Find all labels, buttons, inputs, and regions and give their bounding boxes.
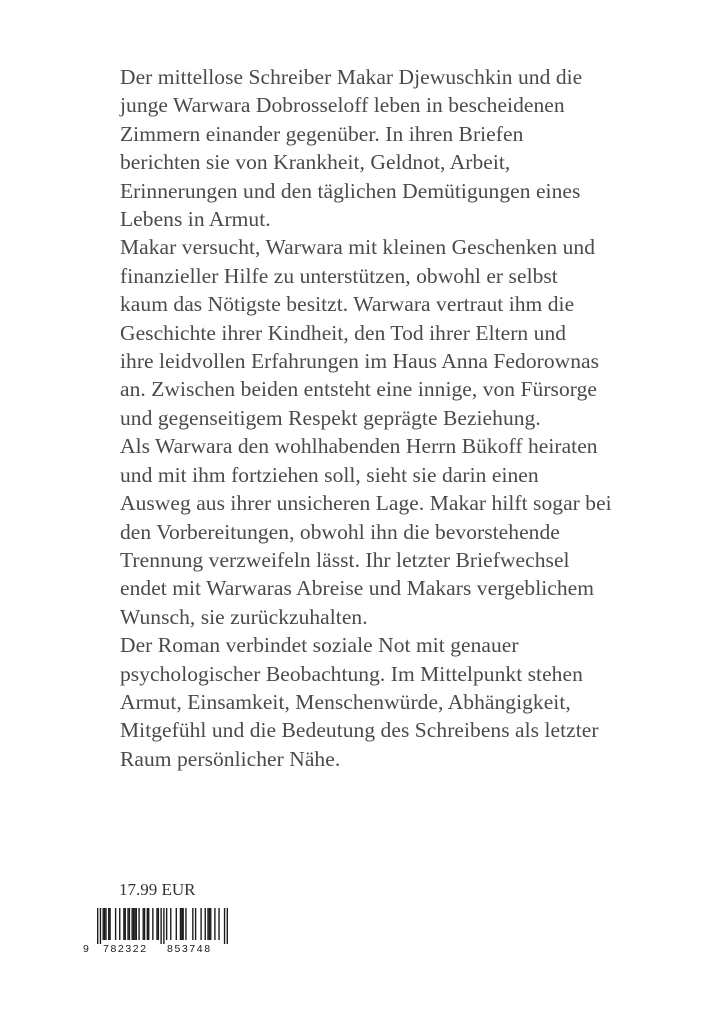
barcode-bar [134,908,135,940]
barcode-bar [170,908,171,940]
barcode-bar [103,908,104,940]
barcode-bar [200,908,201,940]
barcode-bar [127,908,128,940]
barcode-bar [209,908,210,940]
barcode-bar [182,908,183,940]
barcode-digits-right: 853748 [167,943,212,954]
barcode-digit-lead: 9 [83,943,89,954]
barcode-bar [143,908,144,940]
blurb-line: Zimmern einander gegenüber. In ihren Briefen [120,121,524,146]
blurb-line: an. Zwischen beiden entsteht eine innige, von Fürsorge [120,377,597,402]
barcode-bar [181,908,182,940]
barcode-bar [104,908,105,940]
barcode-bar [176,908,177,940]
blurb-line: Raum persönlicher Nähe. [120,746,341,771]
barcode-bar [152,908,153,940]
barcode-bar [156,908,157,940]
blurb-line: den Vorbereitungen, obwohl ihn die bevorstehende [120,519,560,544]
barcode-bar [136,908,137,940]
barcode-digits-left: 782322 [103,943,148,954]
barcode-bar [109,908,110,940]
barcode-bar [138,908,139,940]
blurb-line: Trennung verzweifeln lässt. Ihr letzter Briefwechsel [120,547,570,572]
blurb-text [120,63,690,773]
barcode-bar [144,908,145,940]
barcode-bar [119,908,120,940]
barcode-bar [108,908,109,940]
barcode-bar [180,908,181,940]
blurb-line: psychologischer Beobachtung. Im Mittelpunkt stehen [120,661,583,686]
barcode-bar [97,908,98,944]
blurb-line: berichten sie von Krankheit, Geldnot, Arbeit, [120,150,511,175]
barcode-bar [160,908,161,944]
barcode-bar [218,908,219,940]
barcode-bar [131,908,132,940]
barcode-bar [125,908,126,940]
blurb-line: endet mit Warwaras Abreise und Makars vergeblichem [120,576,595,601]
blurb-line: Lebens in Armut. [120,207,271,232]
barcode-bar [163,908,164,944]
blurb-line: Mitgefühl und die Bedeutung des Schreibens als letzter [120,718,599,743]
blurb-line: Ausweg aus ihrer unsicheren Lage. Makar hilft sogar bei [120,491,612,516]
blurb-line: Armut, Einsamkeit, Menschenwürde, Abhängigkeit, [120,689,571,714]
blurb-line: kaum das Nötigste besitzt. Warwara vertraut ihm die [120,292,575,317]
blurb-line: finanzieller Hilfe zu unterstützen, obwohl er selbst [120,263,558,288]
barcode-bar [123,908,124,940]
barcode-bar [207,908,208,940]
barcode-bar [129,908,130,940]
barcode-bar [166,908,167,940]
blurb-line: junge Warwara Dobrosseloff leben in bescheidenen [120,93,565,118]
price-label: 17.99 EUR [119,880,196,899]
barcode-bar [147,908,148,940]
blurb-line: und mit ihm fortziehen soll, sieht sie darin einen [120,462,539,487]
blurb-line: Als Warwara den wohlhabenden Herrn Bükoff heiraten [120,434,598,459]
barcode-bar [205,908,206,940]
barcode-bar [115,908,116,940]
blurb-line: Makar versucht, Warwara mit kleinen Geschenken und [120,235,595,260]
barcode-bar [192,908,193,940]
barcode-bar [158,908,159,940]
blurb-line: Der mittellose Schreiber Makar Djewuschkin und die [120,65,583,89]
isbn-barcode [83,908,229,954]
blurb-line: Erinnerungen und den täglichen Demütigungen eines [120,178,581,203]
barcode-bar [195,908,196,940]
barcode-bar [210,908,211,940]
barcode-bar [100,908,101,944]
barcode-bar [224,908,225,944]
barcode-graphic [83,908,229,954]
barcode-bars [97,908,228,944]
barcode-bar [105,908,106,940]
barcode-bar [185,908,186,940]
blurb-line: Geschichte ihrer Kindheit, den Tod ihrer Eltern und [120,320,567,345]
blurb-line: Der Roman verbindet soziale Not mit genauer [120,633,519,658]
blurb-line: ihre leidvollen Erfahrungen im Haus Anna Fedorownas [120,349,600,374]
barcode-bar [148,908,149,940]
barcode-bar [227,908,228,944]
blurb-line: Wunsch, sie zurückzuhalten. [120,604,368,629]
barcode-bar [133,908,134,940]
blurb-line: und gegenseitigem Respekt geprägte Beziehung. [120,405,541,430]
barcode-bar [214,908,215,940]
